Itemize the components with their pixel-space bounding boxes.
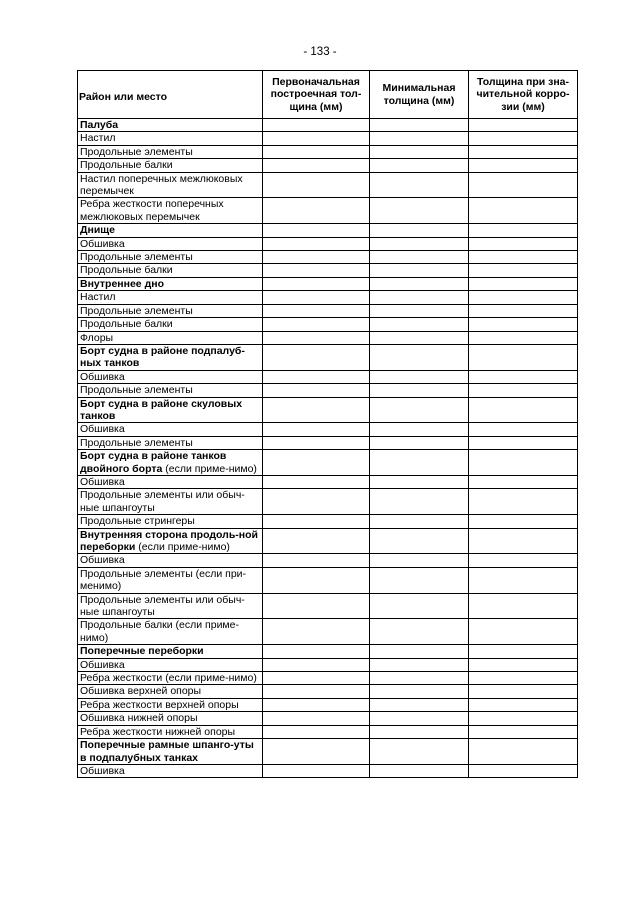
item-label-cell xyxy=(78,489,263,515)
original-thickness-cell xyxy=(263,672,370,685)
original-thickness-cell xyxy=(263,436,370,449)
original-thickness-cell xyxy=(263,725,370,738)
item-label-cell xyxy=(78,318,263,331)
item-label: Обшивка xyxy=(80,423,125,436)
table-row xyxy=(78,554,578,567)
minimum-thickness-cell xyxy=(370,450,469,476)
corrosion-thickness-cell xyxy=(469,554,578,567)
table-row xyxy=(78,698,578,711)
corrosion-thickness-cell xyxy=(469,251,578,264)
section-title: Борт судна в районе танков двойного борта xyxy=(80,450,227,475)
item-label: Обшивка xyxy=(80,370,125,383)
table-body xyxy=(78,119,578,778)
original-thickness-cell xyxy=(263,397,370,423)
item-label-cell xyxy=(78,672,263,685)
section-label-cell xyxy=(78,528,263,554)
original-thickness-cell xyxy=(263,619,370,645)
original-thickness-cell xyxy=(263,198,370,224)
minimum-thickness-cell xyxy=(370,698,469,711)
item-label: Обшивка верхней опоры xyxy=(80,685,202,698)
minimum-thickness-cell xyxy=(370,198,469,224)
corrosion-thickness-cell xyxy=(469,475,578,488)
item-label-cell xyxy=(78,725,263,738)
item-label-cell xyxy=(78,331,263,344)
table-row xyxy=(78,224,578,237)
item-label-cell xyxy=(78,475,263,488)
corrosion-thickness-cell xyxy=(469,739,578,765)
table-row xyxy=(78,645,578,658)
original-thickness-cell xyxy=(263,685,370,698)
original-thickness-cell xyxy=(263,450,370,476)
original-thickness-cell xyxy=(263,132,370,145)
corrosion-thickness-cell xyxy=(469,725,578,738)
corrosion-thickness-cell xyxy=(469,685,578,698)
corrosion-thickness-cell xyxy=(469,567,578,593)
item-label-cell xyxy=(78,251,263,264)
original-thickness-cell xyxy=(263,344,370,370)
item-label: Продольные элементы или обыч-ные шпангоуты xyxy=(80,489,245,514)
item-label-cell xyxy=(78,436,263,449)
table-row xyxy=(78,567,578,593)
original-thickness-cell xyxy=(263,528,370,554)
table-row xyxy=(78,318,578,331)
minimum-thickness-cell xyxy=(370,567,469,593)
table-row xyxy=(78,450,578,476)
item-label-cell xyxy=(78,619,263,645)
minimum-thickness-cell xyxy=(370,475,469,488)
section-label-cell xyxy=(78,739,263,765)
corrosion-thickness-cell xyxy=(469,318,578,331)
table-row xyxy=(78,739,578,765)
item-label: Продольные элементы или обыч-ные шпангоуты xyxy=(80,593,245,619)
item-label: Продольные балки xyxy=(80,264,173,277)
item-label: (если приме-нимо) xyxy=(162,462,257,475)
table-row xyxy=(78,658,578,671)
minimum-thickness-cell xyxy=(370,172,469,198)
item-label: Обшивка xyxy=(80,237,125,250)
original-thickness-cell xyxy=(263,318,370,331)
item-label-cell xyxy=(78,423,263,436)
corrosion-thickness-cell xyxy=(469,515,578,528)
minimum-thickness-cell xyxy=(370,145,469,158)
item-label-cell xyxy=(78,291,263,304)
item-label-cell xyxy=(78,515,263,528)
original-thickness-cell xyxy=(263,764,370,777)
table-row xyxy=(78,619,578,645)
section-title: Поперечные рамные шпанго-уты в подпалубных танках xyxy=(80,739,254,764)
section-title: Внутренняя сторона продоль-ной переборки xyxy=(80,528,259,553)
item-label-cell xyxy=(78,384,263,397)
item-label: Продольные элементы xyxy=(80,304,193,317)
corrosion-thickness-cell xyxy=(469,397,578,423)
minimum-thickness-cell xyxy=(370,318,469,331)
section-label-cell xyxy=(78,224,263,237)
minimum-thickness-cell xyxy=(370,397,469,423)
original-thickness-cell xyxy=(263,645,370,658)
original-thickness-cell xyxy=(263,423,370,436)
table-row xyxy=(78,237,578,250)
table-row xyxy=(78,397,578,423)
item-label: Обшивка xyxy=(80,475,125,488)
table-row xyxy=(78,291,578,304)
minimum-thickness-cell xyxy=(370,764,469,777)
item-label: Продольные балки xyxy=(80,318,173,331)
header-place: Район или место xyxy=(78,71,263,119)
item-label: Обшивка xyxy=(80,658,125,671)
table-row xyxy=(78,423,578,436)
item-label-cell xyxy=(78,304,263,317)
table-row xyxy=(78,119,578,132)
table-row xyxy=(78,489,578,515)
table-row xyxy=(78,264,578,277)
corrosion-thickness-cell xyxy=(469,172,578,198)
table-row xyxy=(78,436,578,449)
section-title: Палуба xyxy=(80,119,119,131)
corrosion-thickness-cell xyxy=(469,384,578,397)
minimum-thickness-cell xyxy=(370,489,469,515)
minimum-thickness-cell xyxy=(370,304,469,317)
corrosion-thickness-cell xyxy=(469,159,578,172)
minimum-thickness-cell xyxy=(370,159,469,172)
corrosion-thickness-cell xyxy=(469,132,578,145)
minimum-thickness-cell xyxy=(370,619,469,645)
corrosion-thickness-cell xyxy=(469,423,578,436)
minimum-thickness-cell xyxy=(370,237,469,250)
table-header-row xyxy=(78,71,578,119)
minimum-thickness-cell xyxy=(370,370,469,383)
corrosion-thickness-cell xyxy=(469,264,578,277)
section-title: Борт судна в районе подпалуб-ных танков xyxy=(80,344,245,370)
table-row xyxy=(78,685,578,698)
item-label-cell xyxy=(78,567,263,593)
minimum-thickness-cell xyxy=(370,119,469,132)
original-thickness-cell xyxy=(263,277,370,290)
item-label-cell xyxy=(78,370,263,383)
table-row xyxy=(78,515,578,528)
minimum-thickness-cell xyxy=(370,251,469,264)
corrosion-thickness-cell xyxy=(469,224,578,237)
corrosion-thickness-cell xyxy=(469,528,578,554)
table-row xyxy=(78,251,578,264)
item-label: Продольные балки xyxy=(80,159,173,172)
item-label: Настил xyxy=(80,291,116,304)
minimum-thickness-cell xyxy=(370,739,469,765)
corrosion-thickness-cell xyxy=(469,645,578,658)
section-title: Борт судна в районе скуловых танков xyxy=(80,397,243,422)
table-row xyxy=(78,528,578,554)
original-thickness-cell xyxy=(263,331,370,344)
original-thickness-cell xyxy=(263,224,370,237)
item-label: Ребра жесткости нижней опоры xyxy=(80,725,236,738)
corrosion-thickness-cell xyxy=(469,277,578,290)
section-label-cell xyxy=(78,277,263,290)
item-label-cell xyxy=(78,554,263,567)
corrosion-thickness-cell xyxy=(469,593,578,619)
original-thickness-cell xyxy=(263,264,370,277)
table-row xyxy=(78,277,578,290)
item-label-cell xyxy=(78,159,263,172)
item-label-cell xyxy=(78,172,263,198)
item-label-cell xyxy=(78,237,263,250)
table-row xyxy=(78,132,578,145)
item-label-cell xyxy=(78,593,263,619)
minimum-thickness-cell xyxy=(370,725,469,738)
section-label-cell xyxy=(78,119,263,132)
item-label-cell xyxy=(78,712,263,725)
item-label: Настил xyxy=(80,132,116,145)
thickness-table xyxy=(77,70,578,778)
item-label: Обшивка нижней опоры xyxy=(80,712,198,725)
item-label: Обшивка xyxy=(80,764,125,777)
item-label: Продольные элементы xyxy=(80,384,193,397)
item-label-cell xyxy=(78,764,263,777)
minimum-thickness-cell xyxy=(370,264,469,277)
minimum-thickness-cell xyxy=(370,291,469,304)
original-thickness-cell xyxy=(263,739,370,765)
table-row xyxy=(78,370,578,383)
corrosion-thickness-cell xyxy=(469,712,578,725)
section-title: Внутреннее дно xyxy=(80,277,164,290)
table-row xyxy=(78,672,578,685)
minimum-thickness-cell xyxy=(370,344,469,370)
corrosion-thickness-cell xyxy=(469,658,578,671)
original-thickness-cell xyxy=(263,554,370,567)
minimum-thickness-cell xyxy=(370,593,469,619)
original-thickness-cell xyxy=(263,475,370,488)
corrosion-thickness-cell xyxy=(469,436,578,449)
table-row xyxy=(78,593,578,619)
original-thickness-cell xyxy=(263,119,370,132)
section-title: Днище xyxy=(80,224,115,237)
original-thickness-cell xyxy=(263,304,370,317)
table-row xyxy=(78,331,578,344)
minimum-thickness-cell xyxy=(370,672,469,685)
item-label-cell xyxy=(78,264,263,277)
table-row xyxy=(78,384,578,397)
minimum-thickness-cell xyxy=(370,528,469,554)
corrosion-thickness-cell xyxy=(469,119,578,132)
item-label: Продольные элементы (если при-менимо) xyxy=(80,567,247,593)
original-thickness-cell xyxy=(263,698,370,711)
header-original-thickness: Первоначальная построечная тол-щина (мм) xyxy=(263,71,370,119)
header-substantial-corrosion-thickness: Толщина при зна-чительной корро-зии (мм) xyxy=(469,71,578,119)
minimum-thickness-cell xyxy=(370,712,469,725)
item-label-cell xyxy=(78,145,263,158)
table-row xyxy=(78,198,578,224)
original-thickness-cell xyxy=(263,515,370,528)
original-thickness-cell xyxy=(263,159,370,172)
corrosion-thickness-cell xyxy=(469,764,578,777)
item-label: Ребра жесткости (если приме-нимо) xyxy=(80,672,257,685)
corrosion-thickness-cell xyxy=(469,304,578,317)
corrosion-thickness-cell xyxy=(469,198,578,224)
minimum-thickness-cell xyxy=(370,658,469,671)
original-thickness-cell xyxy=(263,237,370,250)
minimum-thickness-cell xyxy=(370,277,469,290)
item-label: Продольные элементы xyxy=(80,251,193,264)
original-thickness-cell xyxy=(263,567,370,593)
item-label: Продольные элементы xyxy=(80,145,193,158)
table-row xyxy=(78,172,578,198)
item-label: Продольные балки (если приме-нимо) xyxy=(80,619,239,644)
table-row xyxy=(78,145,578,158)
corrosion-thickness-cell xyxy=(469,344,578,370)
item-label: Продольные стрингеры xyxy=(80,515,195,528)
original-thickness-cell xyxy=(263,251,370,264)
page-number: - 133 - xyxy=(303,46,337,58)
corrosion-thickness-cell xyxy=(469,331,578,344)
original-thickness-cell xyxy=(263,658,370,671)
section-label-cell xyxy=(78,450,263,476)
original-thickness-cell xyxy=(263,172,370,198)
item-label: Ребра жесткости поперечных межлюковых перемычек xyxy=(80,198,224,223)
section-title: Поперечные переборки xyxy=(80,645,204,658)
corrosion-thickness-cell xyxy=(469,619,578,645)
table-row xyxy=(78,712,578,725)
table-row xyxy=(78,304,578,317)
item-label-cell xyxy=(78,132,263,145)
section-label-cell xyxy=(78,645,263,658)
table-row xyxy=(78,764,578,777)
table-row xyxy=(78,159,578,172)
original-thickness-cell xyxy=(263,291,370,304)
item-label: Настил поперечных межлюковых перемычек xyxy=(80,172,243,198)
original-thickness-cell xyxy=(263,370,370,383)
item-label: Флоры xyxy=(80,331,114,344)
minimum-thickness-cell xyxy=(370,132,469,145)
item-label-cell xyxy=(78,685,263,698)
original-thickness-cell xyxy=(263,712,370,725)
item-label: (если приме-нимо) xyxy=(135,541,230,553)
section-label-cell xyxy=(78,397,263,423)
item-label: Продольные элементы xyxy=(80,436,193,449)
corrosion-thickness-cell xyxy=(469,370,578,383)
minimum-thickness-cell xyxy=(370,423,469,436)
corrosion-thickness-cell xyxy=(469,489,578,515)
corrosion-thickness-cell xyxy=(469,237,578,250)
item-label: Ребра жесткости верхней опоры xyxy=(80,698,239,711)
original-thickness-cell xyxy=(263,489,370,515)
item-label-cell xyxy=(78,198,263,224)
table-row xyxy=(78,725,578,738)
table-row xyxy=(78,475,578,488)
table-row xyxy=(78,344,578,370)
header-minimum-thickness: Минимальная толщина (мм) xyxy=(370,71,469,119)
original-thickness-cell xyxy=(263,145,370,158)
minimum-thickness-cell xyxy=(370,384,469,397)
original-thickness-cell xyxy=(263,384,370,397)
minimum-thickness-cell xyxy=(370,331,469,344)
corrosion-thickness-cell xyxy=(469,145,578,158)
item-label-cell xyxy=(78,698,263,711)
corrosion-thickness-cell xyxy=(469,450,578,476)
minimum-thickness-cell xyxy=(370,685,469,698)
item-label: Обшивка xyxy=(80,554,125,567)
item-label-cell xyxy=(78,658,263,671)
original-thickness-cell xyxy=(263,593,370,619)
minimum-thickness-cell xyxy=(370,515,469,528)
minimum-thickness-cell xyxy=(370,554,469,567)
minimum-thickness-cell xyxy=(370,224,469,237)
corrosion-thickness-cell xyxy=(469,291,578,304)
corrosion-thickness-cell xyxy=(469,672,578,685)
corrosion-thickness-cell xyxy=(469,698,578,711)
minimum-thickness-cell xyxy=(370,645,469,658)
minimum-thickness-cell xyxy=(370,436,469,449)
section-label-cell xyxy=(78,344,263,370)
